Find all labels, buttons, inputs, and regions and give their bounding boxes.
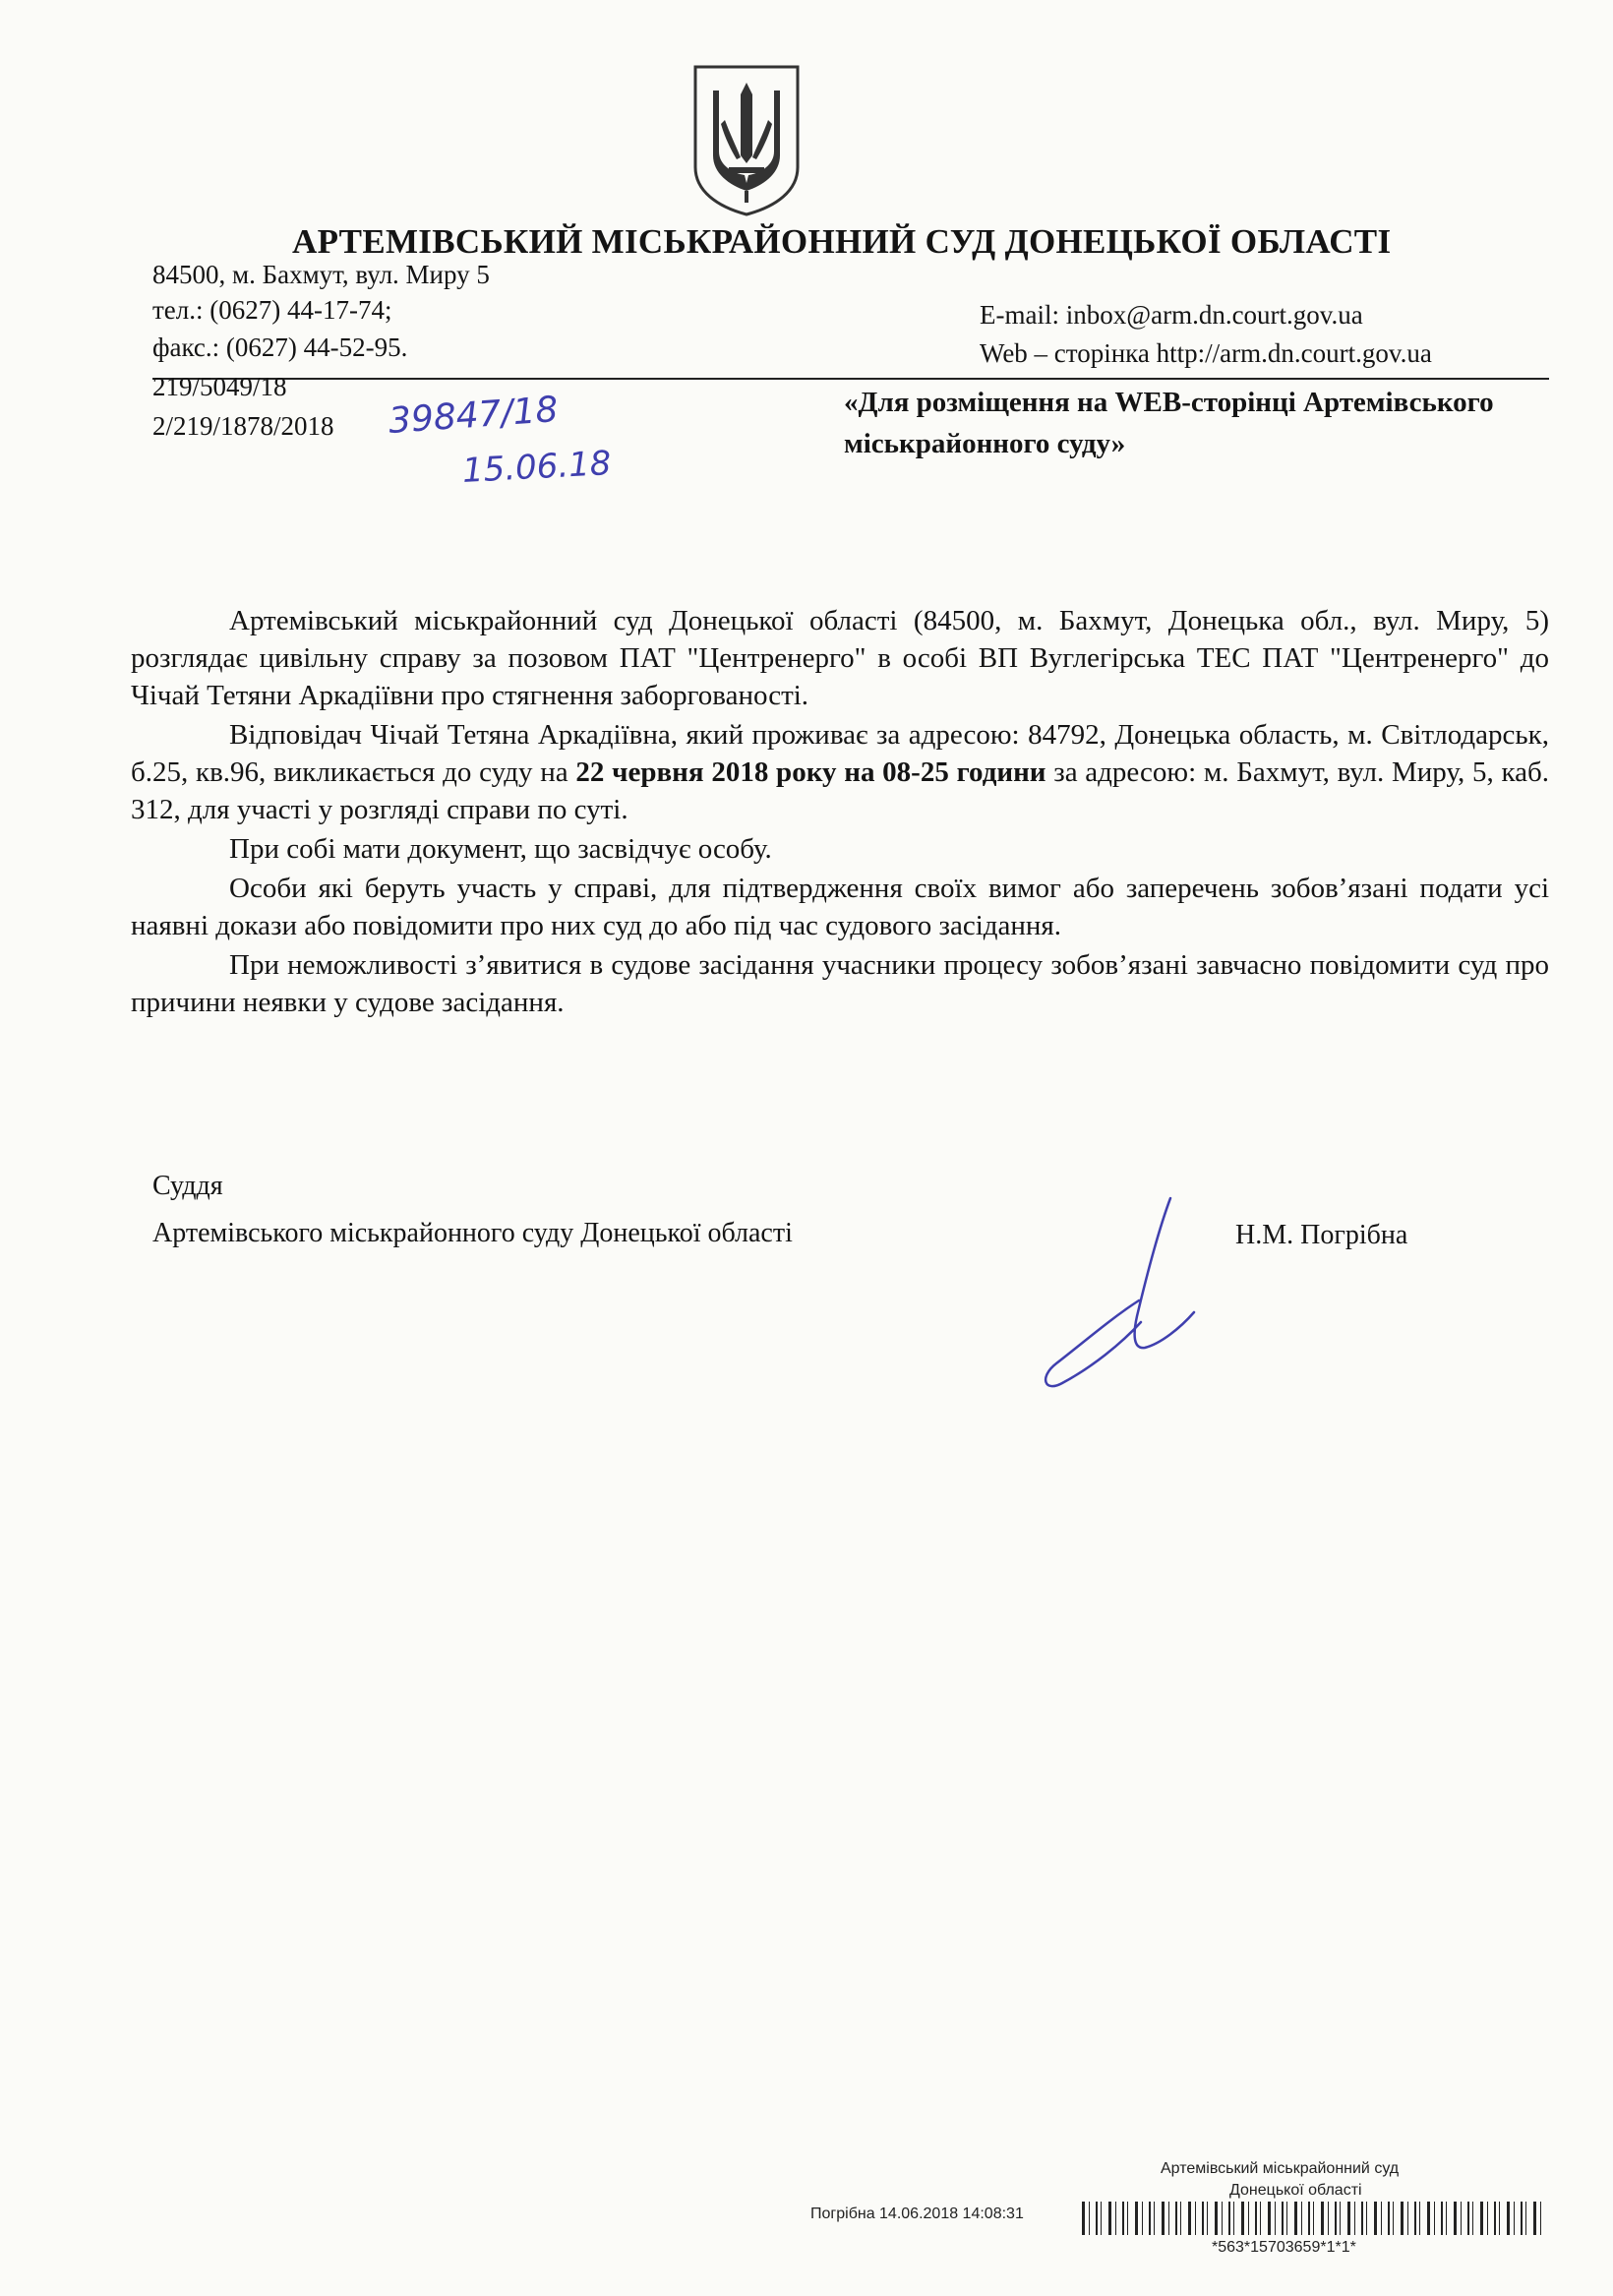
case-number-2: 2/219/1878/2018 (152, 411, 334, 441)
summons-text-start: Відповідач Чічай Тетяна Аркадіївна, який проживає за адресою: 84792, Донецька область, м. Світлодарськ, б.25, кв.96, викликається до суду на (131, 719, 1549, 788)
court-website: Web – сторінка http://arm.dn.court.gov.ua (980, 338, 1432, 368)
barcode-text: *563*15703659*1*1* (1212, 2239, 1356, 2256)
paragraph-absence: При неможливості з’явитися в судове засідання учасники процесу зобов’язані завчасно повідомити суд про причини неявки у судове засідання. (131, 949, 1549, 1018)
paragraph-summons (131, 716, 1549, 828)
stamp-registration: Погрібна 14.06.2018 14:08:31 (810, 2205, 1024, 2222)
court-address: 84500, м. Бахмут, вул. Миру 5 (152, 260, 490, 289)
hearing-date-time: 22 червня 2018 року на 08-25 години (575, 756, 1046, 788)
stamp-court-line-2: Донецької області (1229, 2182, 1362, 2199)
paragraph-evidence: Особи які беруть участь у справі, для підтвердження своїх вимог або заперечень зобов’язані подати усі наявні докази або повідомити про них суд до або під час судового засідання. (131, 873, 1549, 941)
judge-name: Н.М. Погрібна (1235, 1220, 1408, 1250)
barcode (1082, 2202, 1544, 2235)
court-email: E-mail: inbox@arm.dn.court.gov.ua (980, 300, 1363, 330)
court-title: АРТЕМІВСЬКИЙ МІСЬКРАЙОННИЙ СУД ДОНЕЦЬКОЇ ОБЛАСТІ (292, 222, 1392, 261)
handwritten-signature (1023, 1190, 1200, 1397)
paragraph-identity-document: При собі мати документ, що засвідчує особу. (229, 833, 772, 865)
summons-text-end: за адресою: м. Бахмут, вул. Миру, 5, каб. 312, для участі у розгляді справи по суті. (131, 756, 1549, 825)
handwritten-registration-date: 15.06.18 (461, 444, 613, 491)
court-phone: тел.: (0627) 44-17-74; (152, 295, 392, 325)
paragraph-case: Артемівський міськрайонний суд Донецької області (84500, м. Бахмут, Донецька обл., вул. Миру, 5) розглядає цивільну справу за позовом ПАТ "Центренерго" в особі ВП Вуглегірська ТЕС ПАТ "Центренерго" до Чічай Тетяни Аркадіївни про стягнення заборгованості. (131, 605, 1549, 711)
header-rule (152, 378, 1549, 380)
handwritten-registration-number: 39847/18 (387, 390, 560, 442)
signature-court: Артемівського міськрайонного суду Донецької області (152, 1218, 793, 1248)
case-number-1: 219/5049/18 (152, 372, 287, 401)
notice-body (131, 602, 1549, 1023)
coat-of-arms-icon (689, 61, 804, 218)
court-fax: факс.: (0627) 44-52-95. (152, 332, 408, 362)
web-publication-note: «Для розміщення на WEB-сторінці Артемівського міськрайонного суду» (844, 387, 1494, 459)
signature-role: Суддя (152, 1171, 223, 1201)
stamp-court-line-1: Артемівський міськрайонний суд (1161, 2160, 1400, 2177)
